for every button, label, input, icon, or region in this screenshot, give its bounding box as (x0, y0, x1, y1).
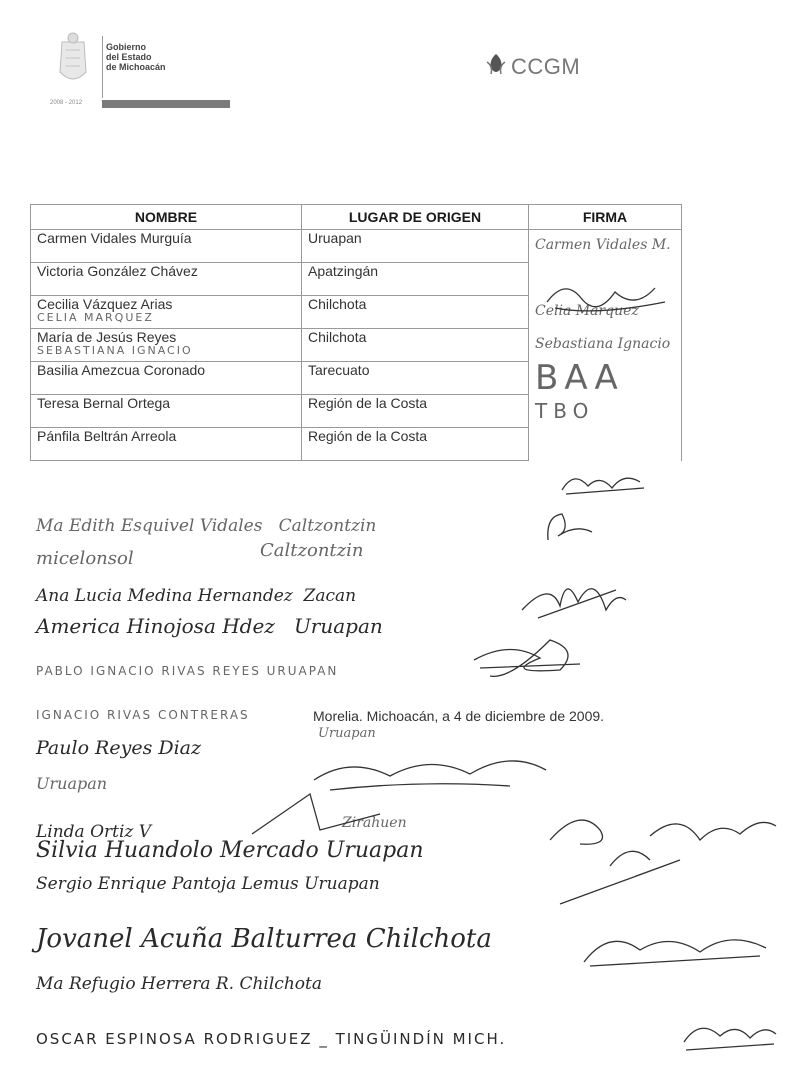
handwritten-entry-13: OSCAR ESPINOSA RODRIGUEZ _ TINGÜINDÍN MICH. (36, 1030, 507, 1048)
handwritten-entry-2: micelonsol (36, 548, 134, 569)
signature-scribble-8 (680, 1016, 780, 1056)
table-row (31, 362, 682, 395)
logo-bar (102, 100, 230, 108)
cell-name: Pánfila Beltrán Arreola (31, 428, 302, 461)
cell-origin: Uruapan (302, 230, 529, 263)
signature-text: BAA (535, 357, 624, 398)
handwritten-entry-1: Ma Edith Esquivel Vidales Caltzontzin (36, 516, 377, 536)
government-name: Gobierno del Estado de Michoacán (106, 42, 166, 72)
column-header-name: NOMBRE (31, 205, 302, 230)
handwritten-entry-9: Silvia Huandolo Mercado Uruapan (36, 838, 424, 863)
handwritten-entry-2-place: Caltzontzin (260, 540, 364, 561)
signature-scribble-1 (540, 510, 600, 546)
cell-origin: Tarecuato (302, 362, 529, 395)
signature-scribble-6 (540, 800, 780, 910)
handwritten-entry-7b: Uruapan (36, 774, 108, 793)
signature-text: TBO (535, 398, 595, 423)
handwritten-entry-7-place: Uruapan (318, 726, 376, 741)
table-row (31, 395, 682, 428)
handwritten-entry-4: America Hinojosa Hdez Uruapan (36, 614, 383, 638)
cell-name-handwritten-annotation: SEBASTIANA IGNACIO (37, 344, 193, 357)
cell-origin: Región de la Costa (302, 395, 529, 428)
handwritten-entry-11: Jovanel Acuña Balturrea Chilchota (36, 924, 492, 954)
cell-name: María de Jesús Reyes SEBASTIANA IGNACIO (31, 329, 302, 362)
table-row (31, 230, 682, 263)
table-header-row (31, 205, 682, 230)
signature-scribble-panfila (560, 468, 650, 498)
signature-scribble-3 (470, 630, 590, 690)
closing-place-date: Morelia. Michoacán, a 4 de diciembre de 2009. (313, 708, 605, 724)
signature-scribble-victoria (545, 276, 670, 320)
cell-signature (529, 329, 682, 362)
cell-name-handwritten-annotation: CELIA MARQUEZ (37, 311, 154, 324)
ccgm-logo (483, 52, 643, 92)
signature-scribble-2 (520, 570, 630, 628)
cell-name: Basilia Amezcua Coronado (31, 362, 302, 395)
ccgm-wordmark: CCGM (511, 54, 581, 79)
ccgm-emblem-icon (483, 52, 509, 80)
table-row (31, 428, 682, 461)
handwritten-entry-8: Linda Ortiz V (36, 822, 152, 842)
handwritten-entry-6: IGNACIO RIVAS CONTRERAS (36, 708, 250, 722)
handwritten-entry-5: PABLO IGNACIO RIVAS REYES URUAPAN (36, 664, 339, 678)
cell-signature (529, 428, 682, 461)
signature-text: Carmen Vidales M. (535, 237, 671, 253)
handwritten-entry-3: Ana Lucia Medina Hernandez Zacan (36, 586, 357, 606)
column-header-signature: FIRMA (529, 205, 682, 230)
signature-text: Sebastiana Ignacio (535, 335, 671, 352)
government-years: 2008 - 2012 (50, 100, 83, 106)
column-header-origin: LUGAR DE ORIGEN (302, 205, 529, 230)
cell-origin: Región de la Costa (302, 428, 529, 461)
cell-origin: Apatzingán (302, 263, 529, 296)
cell-name: Teresa Bernal Ortega (31, 395, 302, 428)
cell-signature (529, 357, 682, 398)
signature-scribble-5 (250, 790, 390, 840)
signature-scribble-7 (580, 922, 770, 972)
handwritten-entry-7: Paulo Reyes Diaz (36, 737, 202, 759)
attendance-table (30, 204, 682, 461)
signature-text: Celia Marquez (535, 302, 639, 319)
state-seal-icon (44, 28, 102, 104)
cell-signature (529, 230, 682, 263)
table-row (31, 329, 682, 362)
cell-name: Cecilia Vázquez Arias CELIA MARQUEZ (31, 296, 302, 329)
handwritten-entry-12: Ma Refugio Herrera R. Chilchota (36, 974, 322, 994)
handwritten-entry-10: Sergio Enrique Pantoja Lemus Uruapan (36, 874, 380, 894)
government-logo (44, 28, 244, 108)
cell-signature (529, 395, 682, 428)
cell-origin: Chilchota (302, 329, 529, 362)
cell-name: Carmen Vidales Murguía (31, 230, 302, 263)
cell-origin: Chilchota (302, 296, 529, 329)
cell-name: Victoria González Chávez (31, 263, 302, 296)
handwritten-entry-8-place: Zirahuen (342, 815, 407, 831)
